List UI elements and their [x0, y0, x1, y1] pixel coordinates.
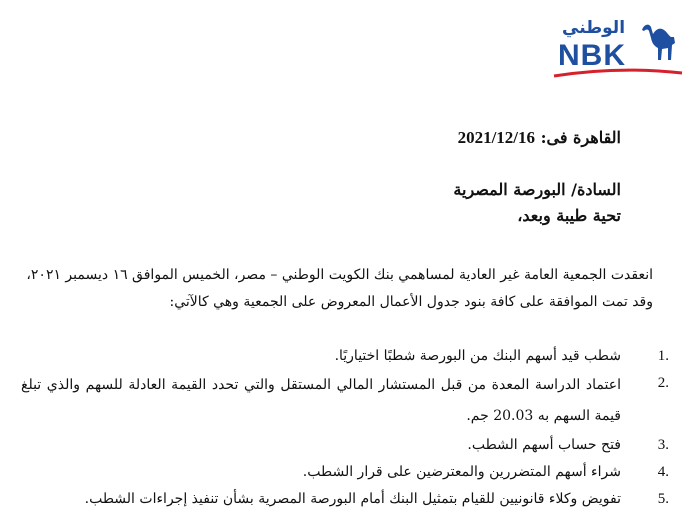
item-text: اعتماد الدراسة المعدة من قبل المستشار المالي المستقل والتي تحدد القيمة العادلة للسهم والذي تبلغ قيمة السهم به 20.03 جم.	[21, 377, 621, 424]
item-text: شراء أسهم المتضررين والمعترضين على قرار الشطب.	[302, 464, 621, 480]
date-label: القاهرة فى:	[540, 128, 621, 147]
addressee: السادة/ البورصة المصرية	[453, 180, 621, 199]
intro-paragraph: انعقدت الجمعية العامة غير العادية لمساهمي بنك الكويت الوطني – مصر، الخميس الموافق ١٦ ديسمبر ٢٠٢١، وقد تمت الموافقة على كافة بنود جدول الأعمال المعروض على الجمعية وهي كالآتي:	[26, 267, 653, 310]
item-number: 3.	[657, 437, 669, 453]
item-text: شطب قيد أسهم البنك من البورصة شطبًا اختياريًا.	[334, 348, 621, 364]
agenda-items-list	[21, 343, 669, 513]
date-value: 2021/12/16	[457, 128, 536, 147]
nbk-logo	[552, 12, 684, 78]
item-number: 1.	[657, 348, 669, 364]
item-number: 4.	[657, 464, 669, 480]
item-text: فتح حساب أسهم الشطب.	[467, 437, 621, 453]
agenda-item	[21, 486, 669, 513]
camel-icon	[638, 16, 680, 66]
agenda-item	[21, 343, 669, 370]
logo-arabic-name: الوطني	[562, 18, 626, 38]
letter-date	[458, 128, 621, 148]
agenda-item	[21, 432, 669, 459]
agenda-item	[21, 459, 669, 486]
greeting: تحية طيبة وبعد،	[517, 206, 621, 225]
item-number: 2.	[657, 375, 669, 391]
swoosh-underline	[552, 68, 684, 78]
item-number: 5.	[657, 491, 669, 507]
item-text: تفويض وكلاء قانونيين للقيام بتمثيل البنك أمام البورصة المصرية بشأن تنفيذ إجراءات الشطب.	[84, 491, 621, 507]
agenda-item	[21, 370, 669, 432]
logo-english-name: NBK	[558, 39, 626, 72]
